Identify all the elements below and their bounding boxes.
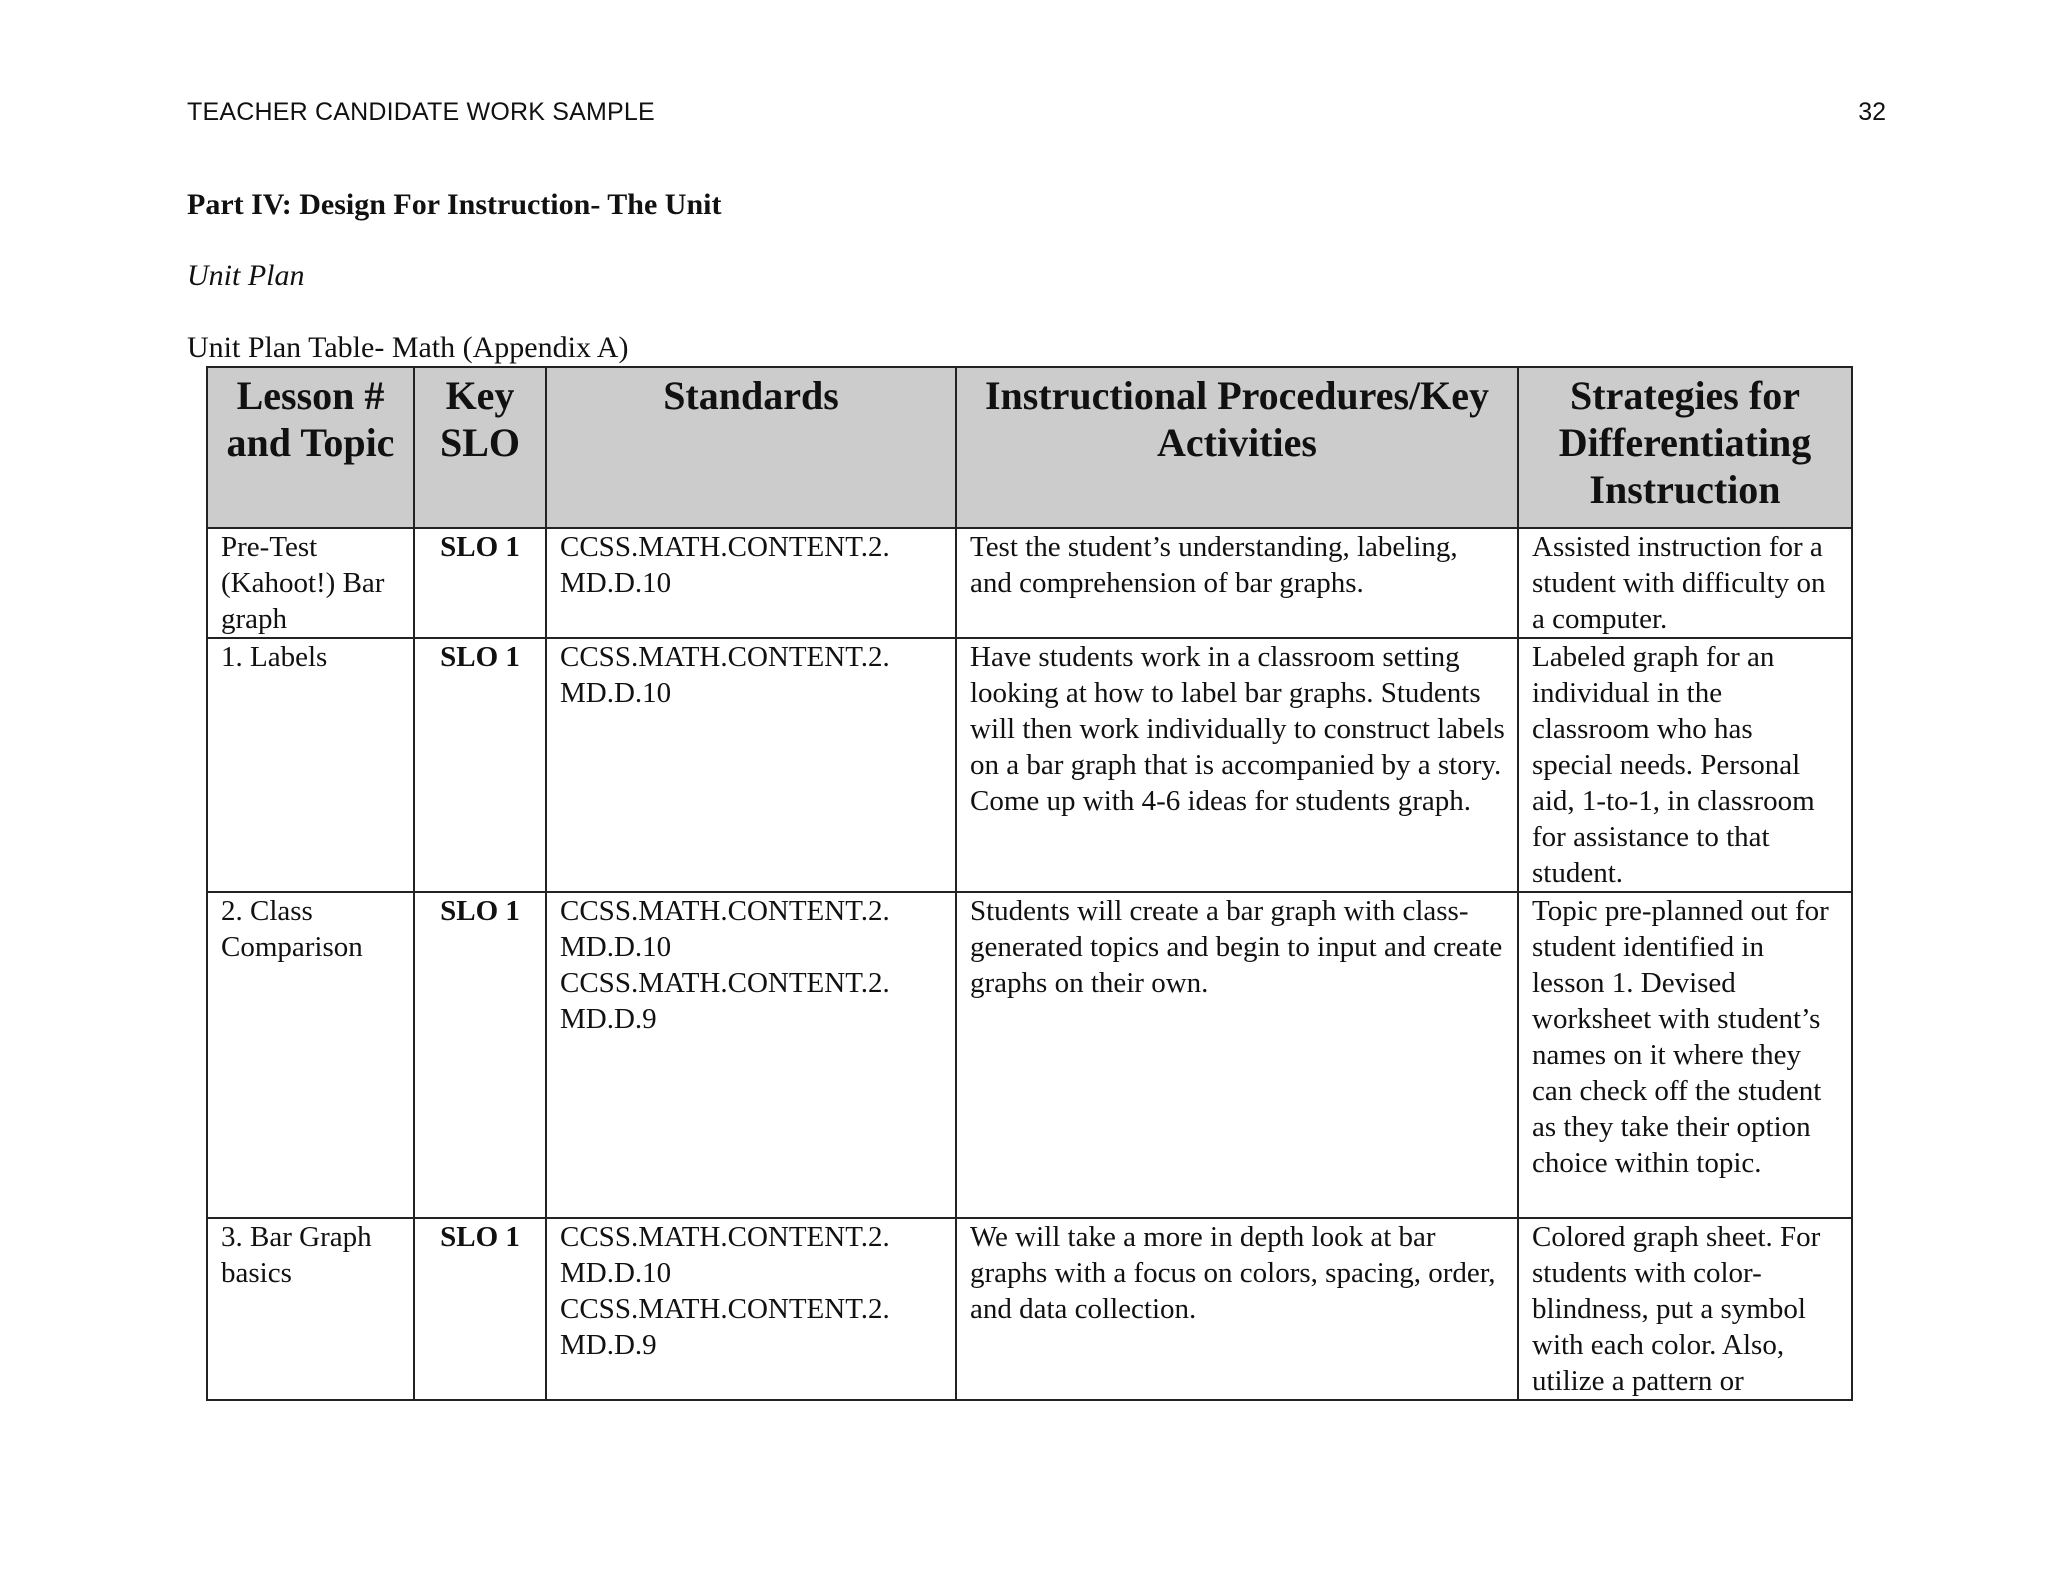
column-header-standards: Standards [546,367,956,528]
table-row [207,892,1852,1218]
section-subheading: Unit Plan [187,259,305,292]
table-row [207,1218,1852,1400]
strategies-cell: Assisted instruction for a student with difficulty on a computer. [1518,528,1852,638]
procedures-cell: Have students work in a classroom setting looking at how to label bar graphs. Students will then work individually to construct labels on a bar graph that is accompanied by a story. Come up with 4-6 ideas for students graph. [956,638,1518,892]
procedures-cell: Test the student’s understanding, labeling, and comprehension of bar graphs. [956,528,1518,638]
table-row [207,528,1852,638]
slo-cell: SLO 1 [414,638,546,892]
standards-cell: CCSS.MATH.CONTENT.2. MD.D.10 [546,528,956,638]
strategies-cell: Labeled graph for an individual in the classroom who has special needs. Personal aid, 1-to-1, in classroom for assistance to that student. [1518,638,1852,892]
lesson-cell: 2. Class Comparison [207,892,414,1218]
column-header-strategies: Strategies for Differentiating Instruction [1518,367,1852,528]
column-header-procedures: Instructional Procedures/Key Activities [956,367,1518,528]
column-header-slo: Key SLO [414,367,546,528]
procedures-cell: We will take a more in depth look at bar graphs with a focus on colors, spacing, order, and data collection. [956,1218,1518,1400]
lesson-cell: Pre-Test (Kahoot!) Bar graph [207,528,414,638]
running-head: TEACHER CANDIDATE WORK SAMPLE [187,98,655,126]
lesson-cell: 1. Labels [207,638,414,892]
lesson-cell: 3. Bar Graph basics [207,1218,414,1400]
table-row [207,638,1852,892]
standards-cell: CCSS.MATH.CONTENT.2. MD.D.10 CCSS.MATH.CONTENT.2. MD.D.9 [546,892,956,1218]
page-number: 32 [1858,98,1886,126]
table-header-row [207,367,1852,528]
procedures-cell: Students will create a bar graph with class-generated topics and begin to input and create graphs on their own. [956,892,1518,1218]
slo-cell: SLO 1 [414,528,546,638]
strategies-cell: Topic pre-planned out for student identified in lesson 1. Devised worksheet with student’s names on it where they can check off the student as they take their option choice within topic. [1518,892,1852,1218]
slo-cell: SLO 1 [414,892,546,1218]
standards-cell: CCSS.MATH.CONTENT.2. MD.D.10 CCSS.MATH.CONTENT.2. MD.D.9 [546,1218,956,1400]
unit-plan-table [206,366,1853,1401]
column-header-lesson: Lesson # and Topic [207,367,414,528]
part-heading: Part IV: Design For Instruction- The Unit [187,188,722,221]
slo-cell: SLO 1 [414,1218,546,1400]
table-caption: Unit Plan Table- Math (Appendix A) [187,331,629,364]
strategies-cell: Colored graph sheet. For students with color-blindness, put a symbol with each color. Also, utilize a pattern or [1518,1218,1852,1400]
standards-cell: CCSS.MATH.CONTENT.2. MD.D.10 [546,638,956,892]
